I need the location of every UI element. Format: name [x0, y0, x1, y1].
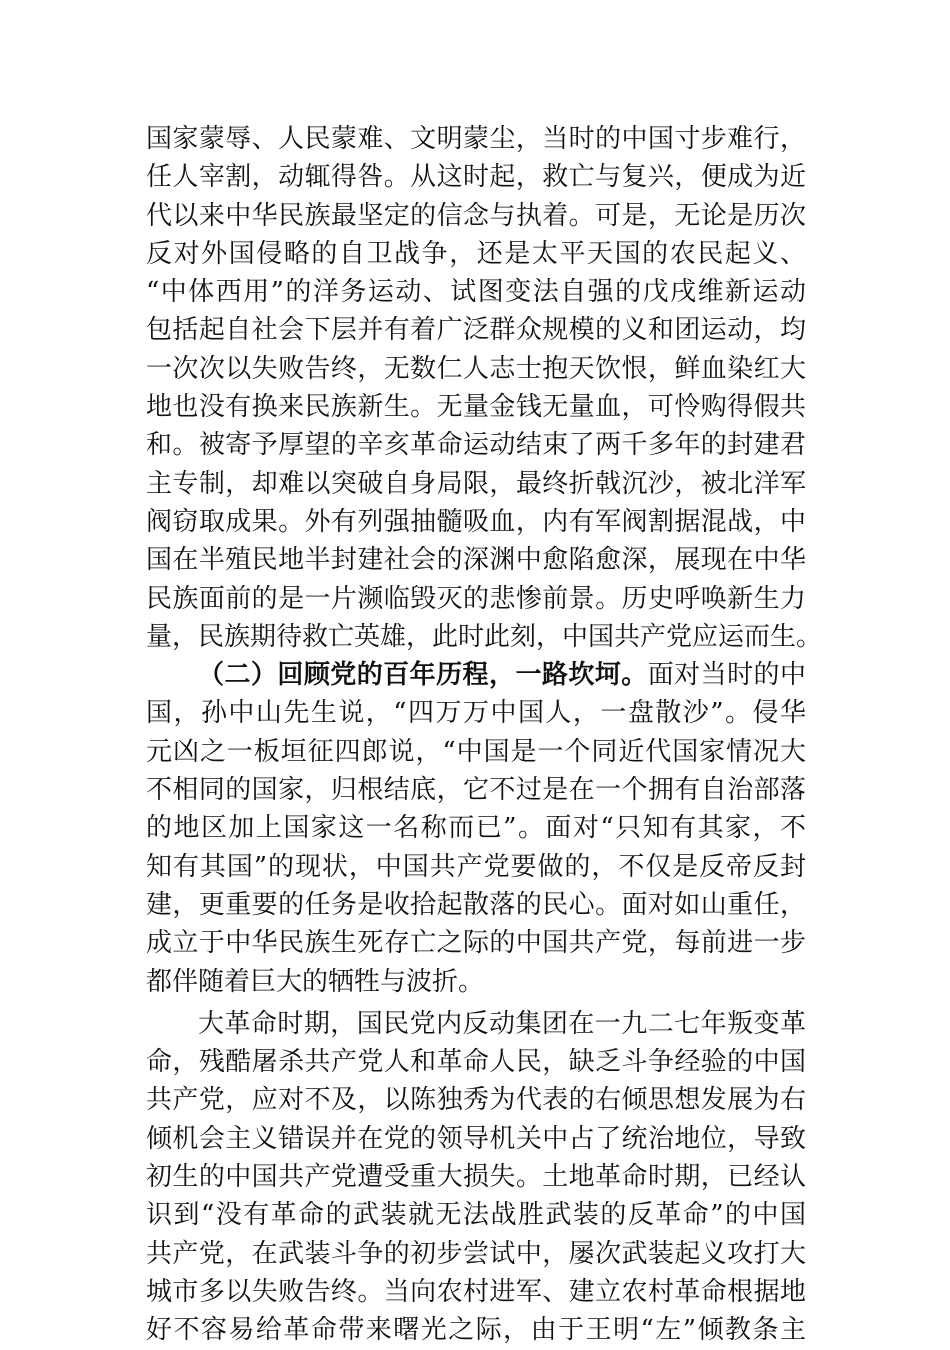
- text-line: 反对外国侵略的自卫战争，还是太平天国的农民起义、: [146, 238, 806, 269]
- paragraph-3: [146, 1005, 806, 1350]
- text-line: 共产党，应对不及，以陈独秀为代表的右倾思想发展为右: [146, 1085, 806, 1116]
- paragraph-2-first-line: [146, 656, 806, 694]
- text-line: 倾机会主义错误并在党的领导机关中占了统治地位，导致: [146, 1123, 806, 1154]
- text-line: 初生的中国共产党遭受重大损失。土地革命时期，已经认: [146, 1162, 806, 1193]
- text-line: 建，更重要的任务是收拾起散落的民心。面对如山重任，: [146, 889, 806, 920]
- text-line: 国，孙中山先生说，“四万万中国人，一盘散沙”。侵华: [146, 698, 806, 729]
- text-line: 民族面前的是一片濒临毁灭的悲惨前景。历史呼唤新生力: [146, 583, 806, 614]
- text-line: 一次次以失败告终，无数仁人志士抱天饮恨，鲜血染红大: [146, 353, 806, 384]
- text-line: 阀窃取成果。外有列强抽髓吸血，内有军阀割据混战，中: [146, 506, 806, 537]
- text-line: 好不容易给革命带来曙光之际，由于王明“左”倾教条主: [146, 1315, 806, 1346]
- paragraph-2: [146, 656, 806, 1001]
- text-line: 都伴随着巨大的牺牲与波折。: [146, 966, 485, 997]
- text-line: 识到“没有革命的武装就无法战胜武装的反革命”的中国: [146, 1200, 806, 1231]
- text-line: 命，残酷屠杀共产党人和革命人民，缺乏斗争经验的中国: [146, 1047, 806, 1078]
- section-heading: （二）回顾党的百年历程，一路坎坷。: [198, 660, 648, 691]
- text-line: 不相同的国家，归根结底，它不过是在一个拥有自治部落: [146, 775, 806, 806]
- text-line: 任人宰割，动辄得咎。从这时起，救亡与复兴，便成为近: [146, 162, 806, 193]
- text-line: 知有其国”的现状，中国共产党要做的，不仅是反帝反封: [146, 851, 806, 882]
- text-line: 包括起自社会下层并有着广泛群众规模的义和团运动，均: [146, 315, 806, 346]
- paragraph-3-first-line: 大革命时期，国民党内反动集团在一九二七年叛变革: [198, 1008, 806, 1039]
- text-line: 主专制，却难以突破自身局限，最终折戟沉沙，被北洋军: [146, 468, 806, 499]
- text-line: 代以来中华民族最坚定的信念与执着。可是，无论是历次: [146, 200, 806, 231]
- text-line: 国家蒙辱、人民蒙难、文明蒙尘，当时的中国寸步难行，: [146, 124, 806, 154]
- paragraph-1: [146, 120, 823, 656]
- text-line: 地也没有换来民族新生。无量金钱无量血，可怜购得假共: [146, 392, 806, 423]
- text-line: 的地区加上国家这一名称而已”。面对“只知有其家，不: [146, 813, 806, 844]
- text-line: 成立于中华民族生死存亡之际的中国共产党，每前进一步: [146, 928, 806, 959]
- text-line: 元凶之一板垣征四郎说，“中国是一个同近代国家情况大: [146, 736, 806, 767]
- text-line: 量，民族期待救亡英雄，此时此刻，中国共产党应运而生。: [146, 621, 823, 652]
- text-line: 和。被寄予厚望的辛亥革命运动结束了两千多年的封建君: [146, 430, 806, 461]
- body-text: [146, 120, 823, 1350]
- text-run: 面对当时的中: [647, 660, 806, 691]
- text-line: 城市多以失败告终。当向农村进军、建立农村革命根据地: [146, 1276, 806, 1307]
- text-line: 国在半殖民地半封建社会的深渊中愈陷愈深，展现在中华: [146, 545, 806, 576]
- text-line: “中体西用”的洋务运动、试图变法自强的戊戌维新运动: [146, 277, 806, 308]
- text-line: 共产党，在武装斗争的初步尝试中，屡次武装起义攻打大: [146, 1238, 806, 1269]
